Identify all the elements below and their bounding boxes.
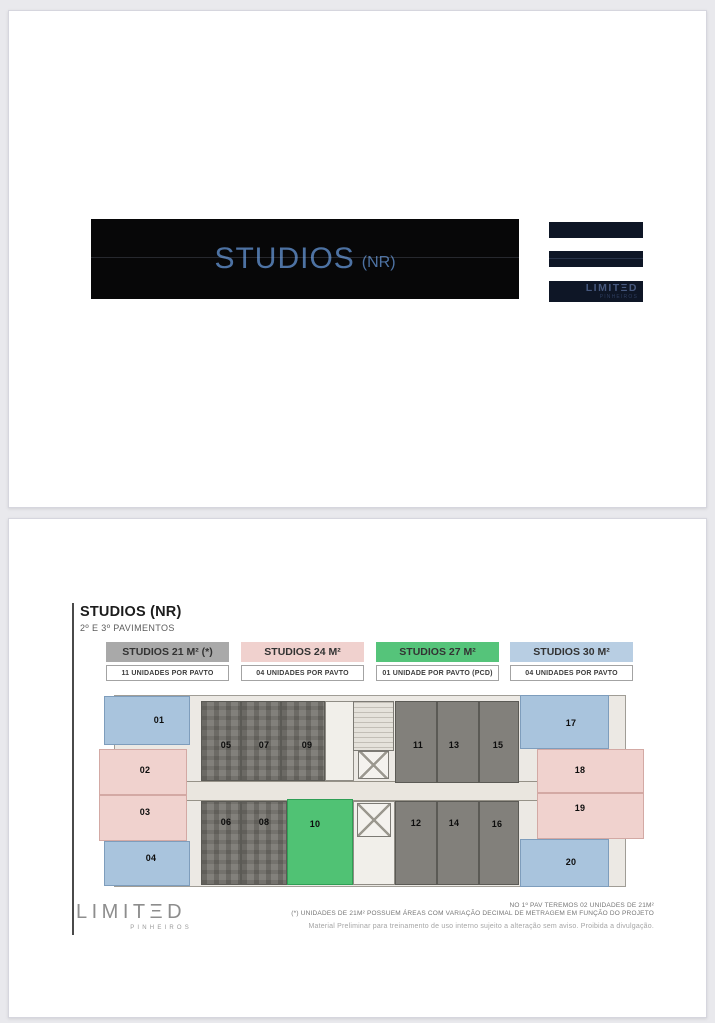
slide-floorplan <box>8 518 707 1018</box>
legend-studios-21 <box>106 642 229 681</box>
unit-number-04: 04 <box>145 853 157 863</box>
legend-chip-27: STUDIOS 27 M² <box>376 642 499 662</box>
unit-number-19: 19 <box>574 803 586 813</box>
unit-number-15: 15 <box>492 740 504 750</box>
unit-number-13: 13 <box>448 740 460 750</box>
logo-bar-middle <box>549 251 643 267</box>
legend-chip-21: STUDIOS 21 M² (*) <box>106 642 229 662</box>
floorplan-unit-14 <box>437 801 479 885</box>
legend-count-27: 01 UNIDADE POR PAVTO (PCD) <box>376 665 499 681</box>
legend-studios-27 <box>376 642 499 681</box>
elevator-shaft-bottom <box>357 803 391 837</box>
floorplan-unit-18 <box>537 749 644 793</box>
unit-number-12: 12 <box>410 818 422 828</box>
footer-note-2: (*) UNIDADES DE 21M² POSSUEM ÁREAS COM VARIAÇÃO DECIMAL DE METRAGEM EM FUNÇÃO DO PROJETO <box>291 910 654 917</box>
elevator-shaft-top <box>358 751 389 779</box>
unit-number-09: 09 <box>301 740 313 750</box>
unit-number-10: 10 <box>309 819 321 829</box>
floorplan-unit-20 <box>520 839 609 887</box>
unit-number-16: 16 <box>491 819 503 829</box>
footer-note-1: NO 1º PAV TEREMOS 02 UNIDADES DE 21M² <box>509 902 654 909</box>
legend-count-30: 04 UNIDADES POR PAVTO <box>510 665 633 681</box>
unit-number-11: 11 <box>412 740 424 750</box>
staircase <box>353 701 394 751</box>
footer-brand-name: LIMITΞD <box>76 901 187 923</box>
unit-number-03: 03 <box>139 807 151 817</box>
footer-notes <box>234 902 654 918</box>
brand-logo <box>549 281 643 302</box>
left-accent-rule <box>72 603 74 935</box>
slide-cover <box>8 10 707 508</box>
unit-number-17: 17 <box>565 718 577 728</box>
legend-count-21: 11 UNIDADES POR PAVTO <box>106 665 229 681</box>
unit-number-02: 02 <box>139 765 151 775</box>
unit-number-01: 01 <box>153 715 165 725</box>
floor-plan <box>96 693 646 889</box>
floorplan-unit-03 <box>99 795 187 841</box>
brand-subname: PINHEIROS <box>599 294 638 300</box>
legend-chip-30: STUDIOS 30 M² <box>510 642 633 662</box>
unit-number-18: 18 <box>574 765 586 775</box>
legend-studios-30 <box>510 642 633 681</box>
floorplan-unit-10 <box>287 799 353 885</box>
banner-divider-line <box>91 257 519 258</box>
legend-studios-24 <box>241 642 364 681</box>
page-title: STUDIOS (NR) <box>80 604 182 620</box>
brand-name: LIMITΞD <box>585 282 638 294</box>
title-banner <box>91 219 519 299</box>
footer-brand-subname: PINHEIROS <box>130 925 192 931</box>
floorplan-unit-19 <box>537 793 644 839</box>
floorplan-unit-06 <box>201 801 241 885</box>
unit-number-14: 14 <box>448 818 460 828</box>
legend-count-24: 04 UNIDADES POR PAVTO <box>241 665 364 681</box>
unit-number-20: 20 <box>565 857 577 867</box>
floorplan-unit-16 <box>479 801 519 885</box>
floorplan-unit-01 <box>104 696 190 745</box>
footer-brand-logo <box>76 901 196 931</box>
service-room-top <box>325 701 354 781</box>
footer-disclaimer: Material Preliminar para treinamento de uso interno sujeito a alteração sem aviso. Proibida a divulgação. <box>308 923 654 930</box>
unit-number-05: 05 <box>220 740 232 750</box>
floorplan-unit-17 <box>520 695 609 749</box>
page-subtitle: 2º E 3º PAVIMENTOS <box>80 623 175 633</box>
legend-chip-24: STUDIOS 24 M² <box>241 642 364 662</box>
unit-number-07: 07 <box>258 740 270 750</box>
floorplan-unit-04 <box>104 841 190 886</box>
cover-title-suffix: (NR) <box>361 254 396 271</box>
floorplan-unit-08 <box>241 801 287 885</box>
logo-bar-top <box>549 222 643 238</box>
unit-number-08: 08 <box>258 817 270 827</box>
cover-title: STUDIOS <box>214 242 355 275</box>
unit-number-06: 06 <box>220 817 232 827</box>
floorplan-unit-12 <box>395 801 437 885</box>
